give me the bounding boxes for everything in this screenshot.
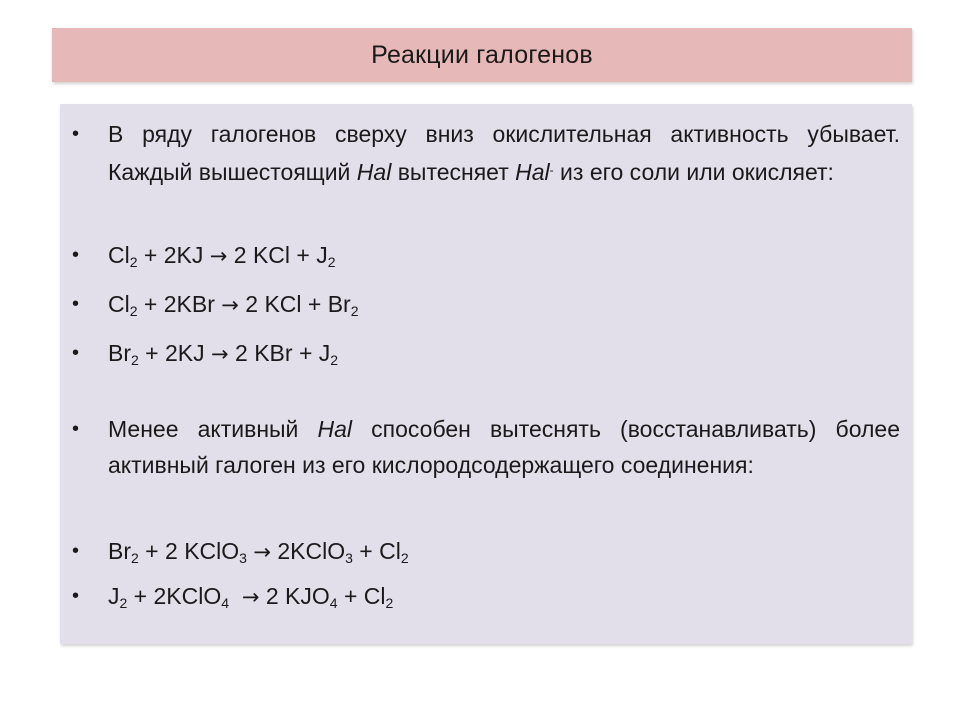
arrow-icon: → <box>241 585 260 609</box>
arrow-icon: → <box>221 293 239 317</box>
slide-title: Реакции галогенов <box>371 40 593 69</box>
equation-1: $Cl_2 + 2KJ \to 2$ KCl + $J_2$ <box>108 242 336 270</box>
equation-5: $J_2$ + 2KClO$_4$ → 2 $KJO_4 + Cl_2$ <box>108 583 394 611</box>
equation-4: $Br_2 + 2$ KClO$_3$ → 2KClO$_3$ + $Cl_2$ <box>108 538 409 566</box>
bullet-point: • <box>72 585 80 607</box>
intro-text: В ряду галогенов сверху вниз окислительная активность убывает. Каждый вышестоящий Hal вытесняет Hal- из его соли или окисляет: <box>108 121 900 185</box>
bullet-point: • <box>72 342 80 364</box>
bullet-point: • <box>72 244 80 266</box>
bullet-point: • <box>72 293 80 315</box>
rule-text: Менее активный Hal способен вытеснять (восстанавливать) более активный галоген из его кислородсодержащего соединения: <box>108 416 900 478</box>
bullet-point: • <box>72 418 80 440</box>
arrow-icon: → <box>209 244 228 268</box>
bullet-point: • <box>72 123 80 145</box>
arrow-icon: → <box>211 342 229 366</box>
equation-3: $Br_2 + 2KJ \to 2$ KBr + $J_2$ <box>108 340 339 368</box>
content-box <box>60 104 912 644</box>
equation-2: $Cl_2 + 2KBr \to 2$ KCl + $Br_2$ <box>108 291 359 319</box>
arrow-icon: → <box>253 540 271 564</box>
bullet-point: • <box>72 540 80 562</box>
slide-title-bar <box>52 28 912 82</box>
